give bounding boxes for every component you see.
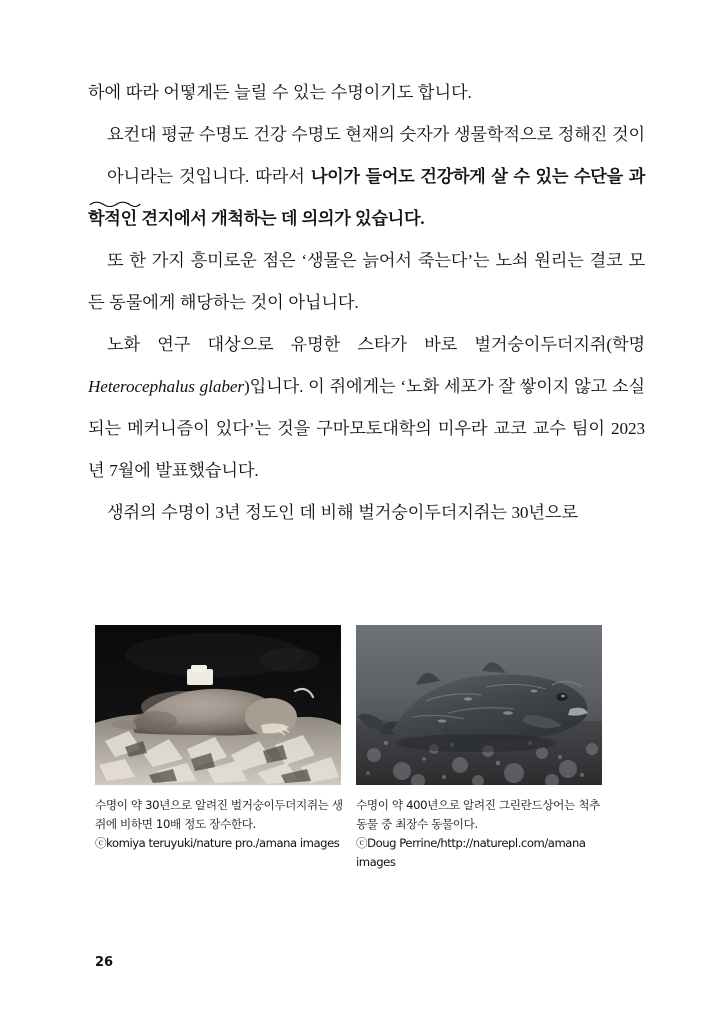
text-run: 노화 연구 대상으로 유명한 스타가 바로 벌거숭이두더지쥐(학명 [107,335,645,354]
text-run: 요컨대 평균 수명도 건강 수명도 현재의 숫자가 생물학적으로 정해진 것이 [107,125,645,144]
figure-credit: ⓒDoug Perrine/http://naturepl.com/amana images [356,836,586,869]
body-text-block [88,72,645,534]
text-run: 아니 [107,167,141,186]
text-run: 라는 것입니다. 따라서 [140,167,311,186]
paragraph-lifespan-not-fixed [88,114,645,240]
text-run: 또 한 가지 흥미로운 점은 ‘생물은 늙어서 죽는다’는 노쇠 원리는 결코 모든 동물에게 해당하는 것이 아닙니다. [88,251,645,312]
text-run: 생쥐의 수명이 3년 정도인 데 비해 벌거숭이두더지쥐는 30년으로 [107,503,578,522]
figure-credit: ⓒkomiya teruyuki/nature pro./amana images [95,836,340,850]
paragraph-lifespan-comparison [88,492,645,534]
paragraph-naked-mole-rat-study [88,324,645,492]
naked-mole-rat-photo [95,625,341,785]
figure-row [95,625,602,872]
text-run: 하에 따라 어떻게든 늘릴 수 있는 수명이기도 합니다. [88,83,472,102]
figure-greenland-shark [356,625,602,872]
wavy-underline-icon [89,200,141,207]
figure-naked-mole-rat [95,625,341,872]
wavy-emphasis [88,156,140,198]
bold-emphasis-run: 나이가 들어도 건강하게 살 수 있는 수단을 과학적인 견지에서 개척하는 데 의의가 있습니다. [88,167,646,228]
figure-caption: 수명이 약 400년으로 알려진 그린란드상어는 척추동물 중 최장수 동물이다. [356,798,600,831]
figure-caption: 수명이 약 30년으로 알려진 벌거숭이두더지쥐는 생쥐에 비하면 10배 정도 장수한다. [95,798,343,831]
scientific-name: Heterocephalus glaber [88,377,244,396]
greenland-shark-photo [356,625,602,785]
text-run: )입니다. 이 쥐에게는 ‘노화 세포가 잘 쌓이지 않고 소실되는 메커니즘이 있다’는 것을 구마모토대학의 미우라 교코 교수 팀이 2023년 7월에 발표했습니다. [88,377,645,480]
page-number: 26 [95,955,114,970]
paragraph-continuation [88,72,645,114]
paragraph-aging-principle [88,240,645,324]
